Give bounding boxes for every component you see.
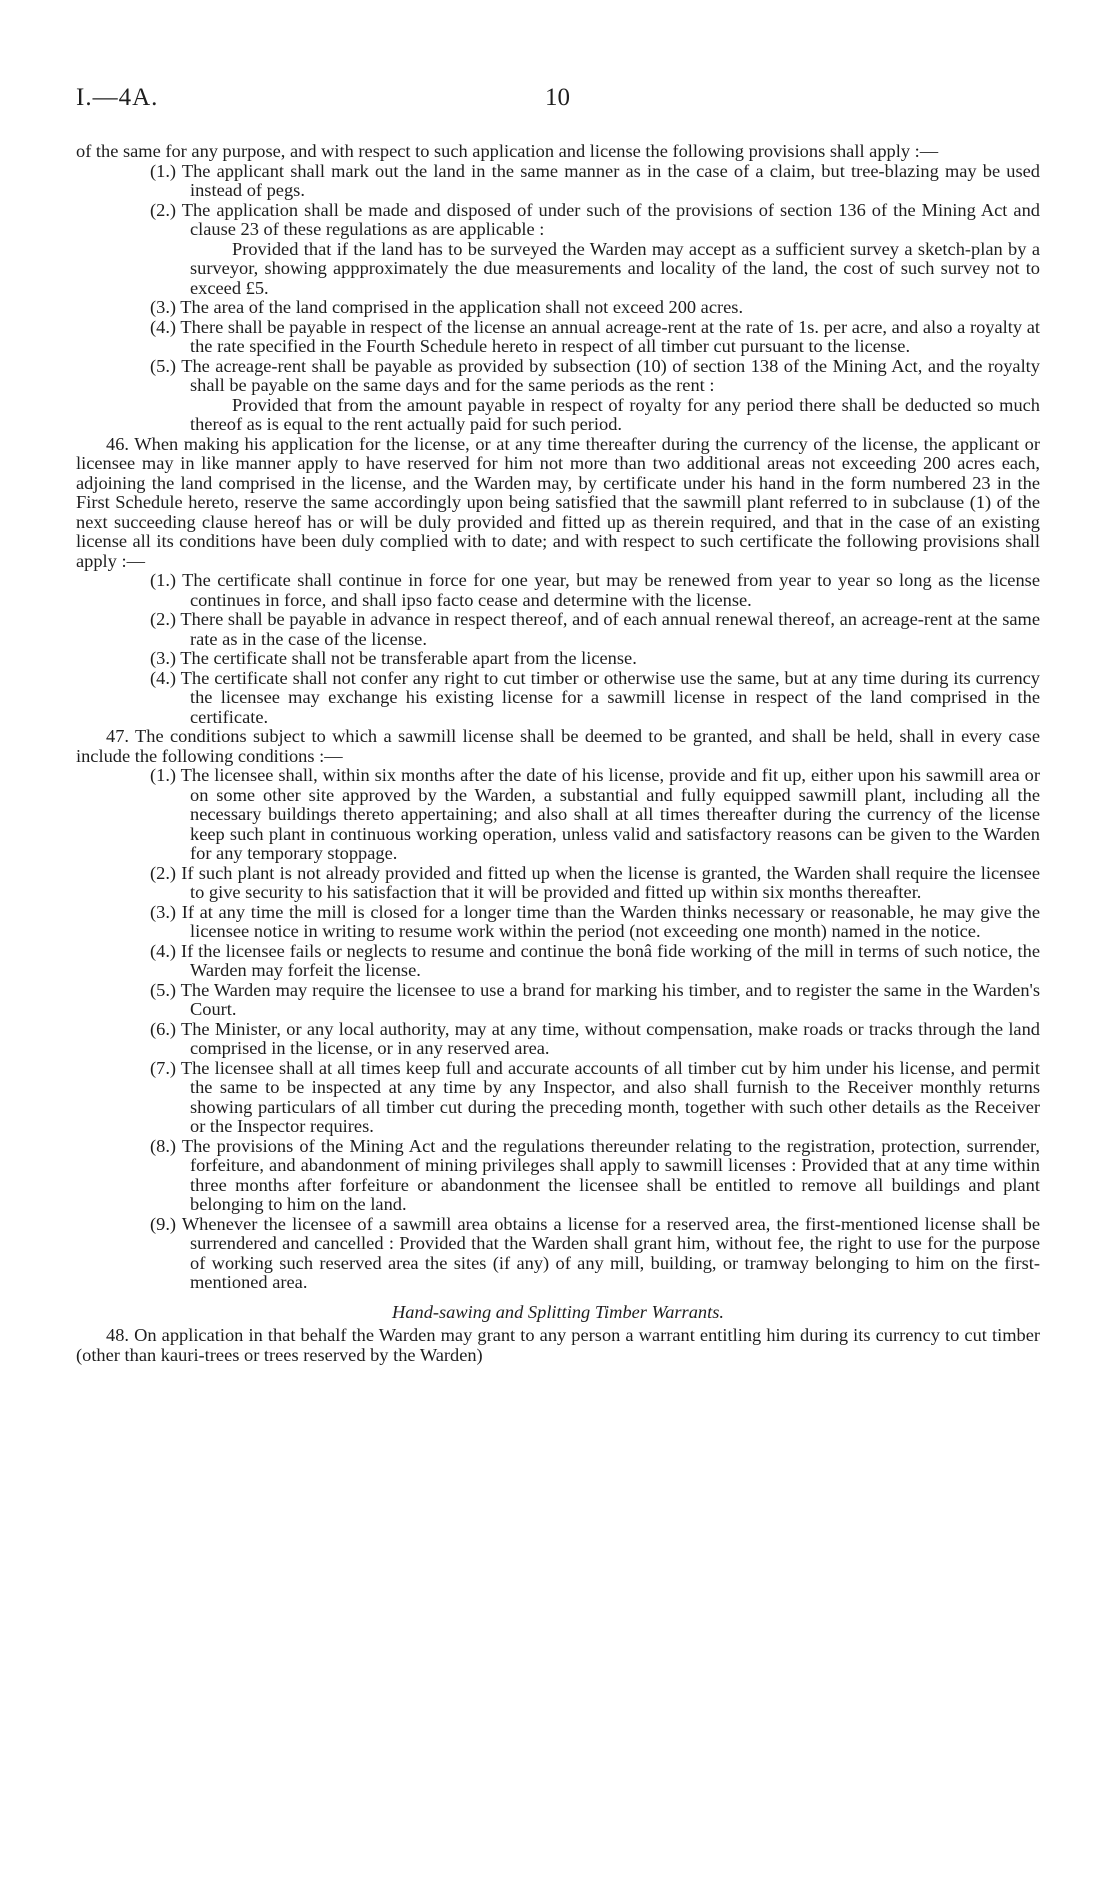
subclause-item: (2.) If such plant is not already provided and fitted up when the license is granted, the Warden shall require the licensee to give security to his satisfaction that it will be provided and fitted up within six months thereafter.: [150, 862, 1040, 902]
subclause-item: (3.) The certificate shall not be transferable apart from the license.: [150, 648, 637, 668]
subclause-item: (6.) The Minister, or any local authority, may at any time, without compensation, make roads or tracks through the land comprised in the license, or in any reserved area.: [150, 1018, 1040, 1058]
proviso-text: Provided that from the amount payable in respect of royalty for any period there shall be deducted so much thereof as is equal to the rent actually paid for such period.: [190, 394, 1040, 434]
subclause-item: (4.) If the licensee fails or neglects to resume and continue the bonâ fide working of the mill in terms of such notice, the Warden may forfeit the license.: [150, 940, 1040, 980]
subclause-item: (5.) The Warden may require the licensee to use a brand for marking his timber, and to register the same in the Warden's Court.: [150, 979, 1040, 1019]
subclause-item: (3.) The area of the land comprised in the application shall not exceed 200 acres.: [150, 297, 744, 317]
clause-46-paragraph: 46. When making his application for the license, or at any time thereafter during the currency of the license, the applicant or licensee may in like manner apply to have reserved for him not more than two additional areas not exceeding 200 acres each, adjoining the land comprised in the license, and the Warden may, by certificate under his hand in the form numbered 23 in the First Schedule hereto, reserve the same accordingly upon being satisfied that the sawmill plant referred to in subclause (1) of the next succeeding clause hereof has or will be duly provided and fitted up as therein required, and that in the case of an existing license all its conditions have been duly complied with to date; and with respect to such certificate the following provisions shall apply :—: [76, 433, 1040, 571]
subclause-item: (5.) The acreage-rent shall be payable as provided by subsection (10) of section 138 of the Mining Act, and the royalty shall be payable on the same days and for the same periods as the rent :: [150, 355, 1040, 395]
clause-48-paragraph: 48. On application in that behalf the Warden may grant to any person a warrant entitling him during its currency to cut timber (other than kauri-trees or trees reserved by the Warden): [76, 1325, 1040, 1365]
subclause-item: (1.) The applicant shall mark out the land in the same manner as in the case of a claim, but tree-blazing may be used instead of pegs.: [150, 160, 1040, 200]
subclause-item: (1.) The licensee shall, within six months after the date of his license, provide and fit up, either upon his sawmill area or on some other site approved by the Warden, a substantial and fully equipped sawmill plant, including all the necessary buildings thereto appertaining; and also shall at all times thereafter during the currency of the license keep such plant in continuous working operation, unless valid and satisfactory reasons can be given to the Warden for any temporary stoppage.: [150, 765, 1040, 863]
document-reference: I.—4A.: [76, 84, 159, 111]
subclause-item: (8.) The provisions of the Mining Act and the regulations thereunder relating to the registration, protection, surrender, forfeiture, and abandonment of mining privileges shall apply to sawmill licenses : Provided that at any time within three months after forfeiture or abandonment the licensee shall be entitled to remove all buildings and plant belonging to him on the land.: [150, 1135, 1040, 1214]
section-heading: Hand-sawing and Splitting Timber Warrants.: [392, 1301, 724, 1322]
subclause-item: (4.) The certificate shall not confer any right to cut timber or otherwise use the same, but at any time during its currency the licensee may exchange his existing license for a sawmill license in respect of the land comprised in the certificate.: [150, 667, 1040, 727]
subclause-item: (2.) The application shall be made and disposed of under such of the provisions of section 136 of the Mining Act and clause 23 of these regulations as are applicable :: [150, 199, 1040, 239]
clause-47-paragraph: 47. The conditions subject to which a sawmill license shall be deemed to be granted, and shall be held, shall in every case include the following conditions :—: [76, 726, 1040, 766]
document-body: [76, 142, 1040, 1365]
subclause-item: (3.) If at any time the mill is closed for a longer time than the Warden thinks necessary or reasonable, he may give the licensee notice in writing to resume work within the period (not exceeding one month) named in the notice.: [150, 901, 1040, 941]
subclause-item: (7.) The licensee shall at all times keep full and accurate accounts of all timber cut by him under his license, and permit the same to be inspected at any time by any Inspector, and also shall furnish to the Receiver monthly returns showing particulars of all timber cut during the preceding month, together with such other details as the Receiver or the Inspector requires.: [150, 1057, 1040, 1136]
paragraph-continuation: of the same for any purpose, and with respect to such application and license the following provisions shall apply :—: [76, 141, 939, 161]
subclause-item: (9.) Whenever the licensee of a sawmill area obtains a license for a reserved area, the first-mentioned license shall be surrendered and cancelled : Provided that the Warden shall grant him, without fee, the right to use for the purpose of working such reserved area the sites (if any) of any mill, building, or tramway belonging to him on the first-mentioned area.: [150, 1213, 1040, 1292]
subclause-item: (4.) There shall be payable in respect of the license an annual acreage-rent at the rate of 1s. per acre, and also a royalty at the rate specified in the Fourth Schedule hereto in respect of all timber cut pursuant to the license.: [150, 316, 1040, 356]
subclause-item: (1.) The certificate shall continue in force for one year, but may be renewed from year to year so long as the license continues in force, and shall ipso facto cease and determine with the license.: [150, 570, 1040, 610]
proviso-text: Provided that if the land has to be surveyed the Warden may accept as a sufficient survey a sketch-plan by a surveyor, showing appproximately the due measurements and locality of the land, the cost of such survey not to exceed £5.: [190, 238, 1040, 298]
page-number: 10: [545, 84, 570, 111]
subclause-item: (2.) There shall be payable in advance in respect thereof, and of each annual renewal thereof, an acreage-rent at the same rate as in the case of the license.: [150, 609, 1040, 649]
